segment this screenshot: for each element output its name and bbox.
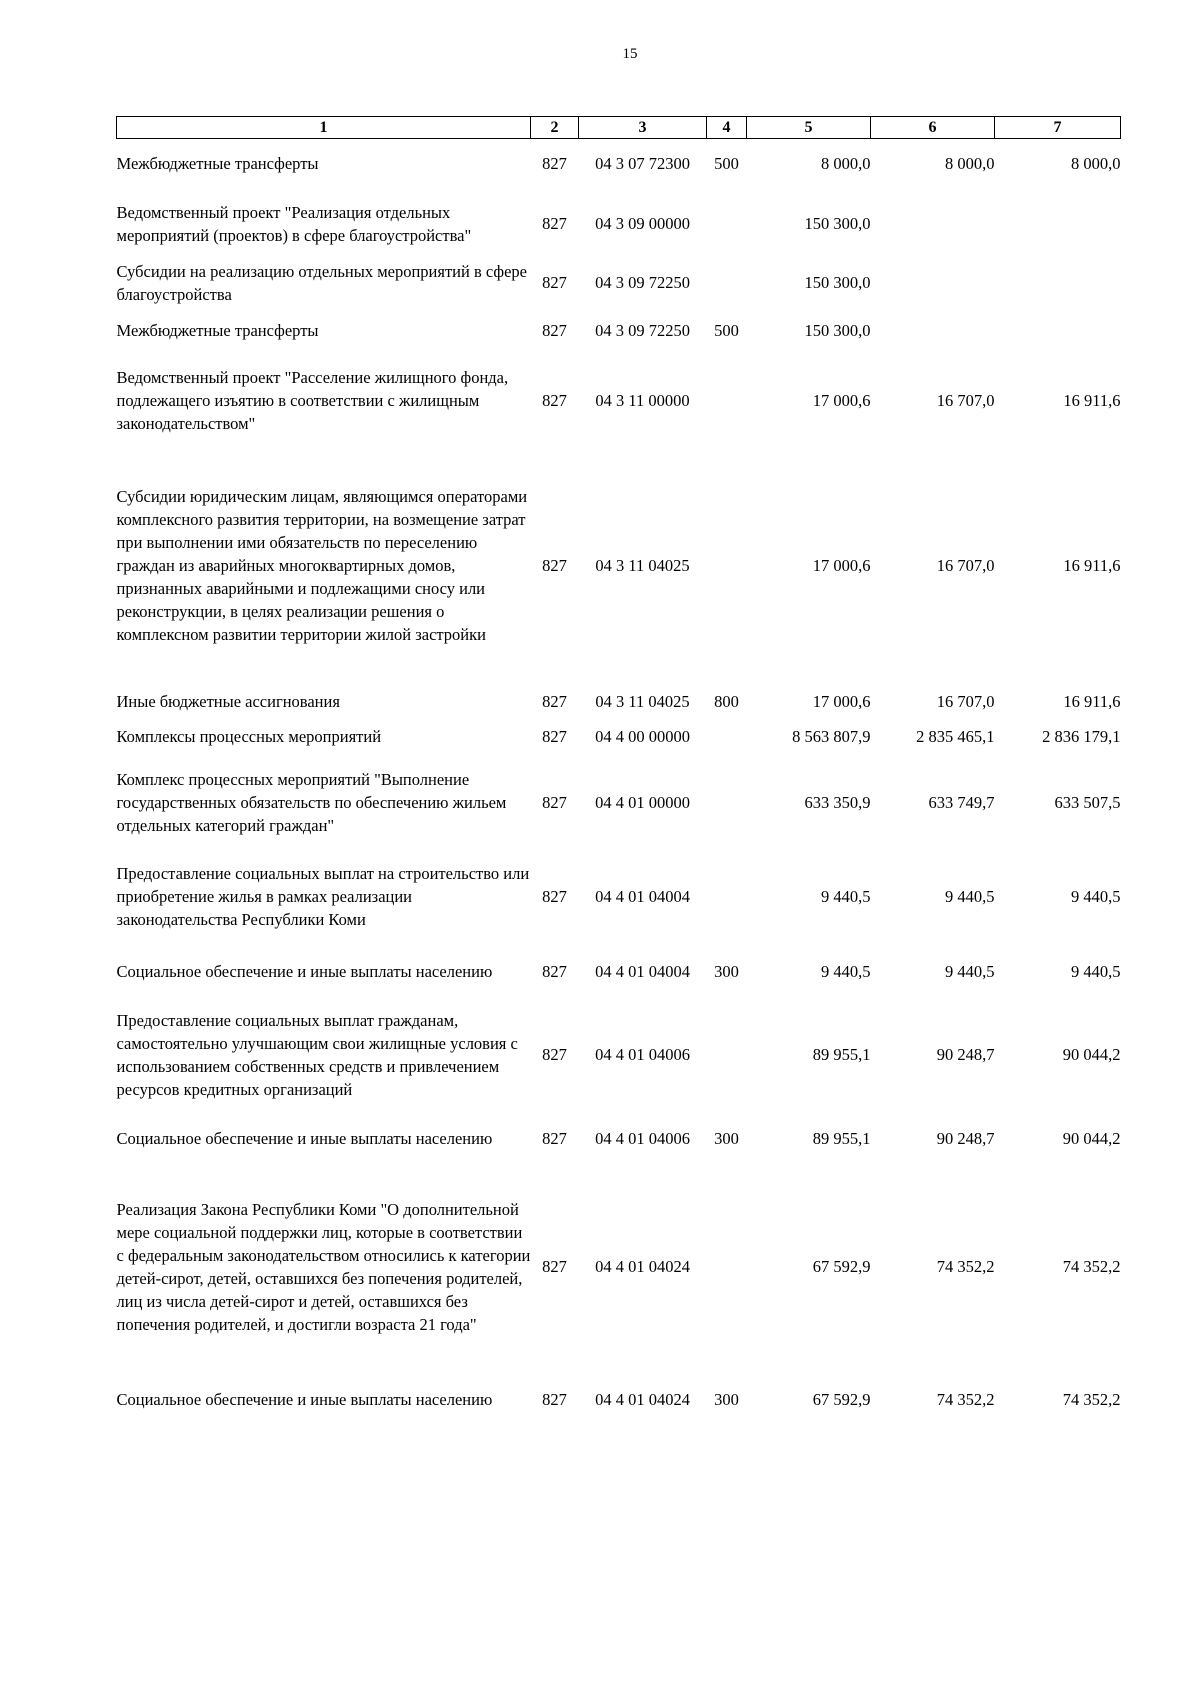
cell-amount-col-6: 16 707,0 [936,692,995,711]
cell-name: Межбюджетные трансферты [116,321,319,340]
cell-amount-col-6: 74 352,2 [936,1390,995,1409]
table-row [117,943,1121,1001]
cell-expense-type: 800 [714,692,739,711]
cell-name: Иные бюджетные ассигнования [116,692,340,711]
cell-admin-code: 827 [542,321,567,340]
cell-expense-type: 500 [714,321,739,340]
cell-name: Предоставление социальных выплат на строительство или приобретение жилья в рамках реализации законодательства Республики Коми [116,864,530,929]
cell-expense-type: 300 [714,1129,739,1148]
cell-name: Ведомственный проект "Расселение жилищного фонда, подлежащего изъятию в соответствии с жилищным законодательством" [116,368,509,433]
header-col-6: 6 [871,117,995,139]
cell-admin-code: 827 [542,273,567,292]
cell-amount-col-5: 8 000,0 [821,154,871,174]
cell-target-code: 04 4 01 00000 [595,793,690,812]
cell-target-code: 04 4 01 04024 [595,1257,690,1276]
cell-amount-col-5: 150 300,0 [804,321,871,340]
cell-amount-col-5: 150 300,0 [804,214,871,233]
cell-target-code: 04 3 07 72300 [595,154,690,174]
cell-amount-col-7: 9 440,5 [1071,887,1121,906]
cell-admin-code: 827 [542,214,567,233]
cell-name: Комплексы процессных мероприятий [116,727,382,746]
cell-expense-type [707,355,747,447]
cell-target-code: 04 4 01 04004 [595,962,690,981]
cell-amount-col-6: 9 440,5 [945,887,995,906]
cell-amount-col-6: 90 248,7 [936,1129,995,1148]
cell-name: Субсидии на реализацию отдельных мероприятий в сфере благоустройства [116,261,527,304]
cell-name: Социальное обеспечение и иные выплаты населению [116,1390,493,1409]
header-row [117,117,1121,139]
cell-amount-col-5: 67 592,9 [812,1257,871,1276]
cell-name: Предоставление социальных выплат гражданам, самостоятельно улучшающим свои жилищные условия с использованием собственных средств и привлечением ресурсов кредитных организаций [116,1010,518,1099]
cell-admin-code: 827 [542,692,567,711]
cell-amount-col-7: 16 911,6 [1063,556,1121,575]
cell-expense-type [707,851,747,943]
cell-admin-code: 827 [542,887,567,906]
cell-target-code: 04 3 11 04025 [595,556,690,575]
cell-amount-col-5: 17 000,6 [812,692,871,711]
cell-target-code: 04 3 09 72250 [595,273,690,292]
cell-amount-col-5: 17 000,6 [812,556,871,575]
cell-expense-type: 300 [714,1390,739,1409]
cell-amount-col-7: 90 044,2 [1062,1129,1121,1148]
cell-admin-code: 827 [542,793,567,812]
table-row [117,355,1121,447]
cell-amount-col-7: 9 440,5 [1071,962,1121,981]
cell-amount-col-6: 8 000,0 [945,154,995,174]
cell-expense-type [707,189,747,259]
cell-admin-code: 827 [542,556,567,575]
cell-name: Социальное обеспечение и иные выплаты населению [116,962,493,981]
cell-name: Межбюджетные трансферты [116,154,319,174]
cell-expense-type: 300 [714,962,739,981]
cell-admin-code: 827 [542,1129,567,1148]
budget-table [116,116,1121,1435]
table-row [117,1169,1121,1365]
table-row [117,1001,1121,1109]
cell-expense-type [707,755,747,851]
header-col-3: 3 [579,117,707,139]
cell-target-code: 04 4 01 04024 [595,1390,690,1409]
cell-amount-col-7: 74 352,2 [1062,1390,1121,1409]
table-row [117,1109,1121,1169]
page-number: 15 [622,46,638,62]
table-row [117,685,1121,719]
cell-amount-col-7 [995,189,1121,259]
cell-target-code: 04 4 01 04004 [595,887,690,906]
cell-target-code: 04 3 11 04025 [595,692,690,711]
cell-amount-col-5: 17 000,6 [812,391,871,410]
cell-expense-type: 500 [714,154,739,174]
cell-amount-col-7: 633 507,5 [1054,793,1121,812]
cell-amount-col-7: 2 836 179,1 [1042,727,1121,746]
cell-amount-col-7: 90 044,2 [1062,1045,1121,1064]
table-body [117,139,1121,1435]
cell-target-code: 04 3 09 72250 [595,321,690,340]
cell-name: Реализация Закона Республики Коми "О дополнительной мере социальной поддержки лиц, которые в соответствии с федеральным законодательством относились к категории детей-сирот, детей, оставшихся без попечения родителей, лиц из числа детей-сирот и детей, оставшихся без попечения родителей, и достигли возраста 21 года" [116,1199,531,1334]
cell-admin-code: 827 [542,727,567,746]
cell-expense-type [707,447,747,685]
cell-amount-col-7 [995,307,1121,355]
table-row [117,189,1121,259]
header-col-1: 1 [117,117,531,139]
cell-name: Ведомственный проект "Реализация отдельных мероприятий (проектов) в сфере благоустройства" [116,202,472,245]
cell-amount-col-6: 2 835 465,1 [916,727,995,746]
header-col-4: 4 [707,117,747,139]
cell-amount-col-6: 74 352,2 [936,1257,995,1276]
cell-amount-col-5: 67 592,9 [812,1390,871,1409]
cell-admin-code: 827 [542,154,567,174]
cell-name: Комплекс процессных мероприятий "Выполнение государственных обязательств по обеспечению жильем отдельных категорий граждан" [116,770,507,835]
header-col-5: 5 [747,117,871,139]
table-row [117,307,1121,355]
cell-amount-col-7: 8 000,0 [1071,154,1121,174]
cell-target-code: 04 3 09 00000 [595,214,690,233]
table-row [117,447,1121,685]
cell-amount-col-6 [871,259,995,307]
cell-expense-type [707,259,747,307]
cell-name: Социальное обеспечение и иные выплаты населению [116,1129,493,1148]
cell-target-code: 04 3 11 00000 [595,391,690,410]
cell-target-code: 04 4 01 04006 [595,1045,690,1064]
cell-amount-col-6: 90 248,7 [936,1045,995,1064]
cell-amount-col-5: 150 300,0 [804,273,871,292]
table-row [117,755,1121,851]
cell-amount-col-5: 89 955,1 [812,1129,871,1148]
cell-amount-col-7: 16 911,6 [1063,391,1121,410]
table-row [117,259,1121,307]
cell-amount-col-7: 74 352,2 [1062,1257,1121,1276]
cell-expense-type [707,1001,747,1109]
cell-amount-col-6: 16 707,0 [936,556,995,575]
cell-target-code: 04 4 01 04006 [595,1129,690,1148]
cell-admin-code: 827 [542,1390,567,1409]
cell-target-code: 04 4 00 00000 [595,727,690,746]
table-row [117,719,1121,755]
cell-amount-col-6 [871,307,995,355]
cell-admin-code: 827 [542,1257,567,1276]
cell-amount-col-5: 89 955,1 [812,1045,871,1064]
cell-amount-col-6: 16 707,0 [936,391,995,410]
table-header [117,117,1121,139]
table-row [117,851,1121,943]
cell-amount-col-5: 633 350,9 [804,793,871,812]
cell-expense-type [707,1169,747,1365]
cell-expense-type [707,719,747,755]
cell-amount-col-6: 633 749,7 [928,793,995,812]
cell-admin-code: 827 [542,962,567,981]
cell-admin-code: 827 [542,1045,567,1064]
cell-name: Субсидии юридическим лицам, являющимся операторами комплексного развития территории, на возмещение затрат при выполнении ими обязательств по переселению граждан из аварийных многоквартирных домов, признанных аварийными и подлежащими сносу или реконструкции, в целях реализации решения о комплексном развитии территории жилой застройки [116,487,528,644]
cell-amount-col-7 [995,259,1121,307]
cell-amount-col-5: 9 440,5 [821,962,871,981]
header-col-2: 2 [531,117,579,139]
cell-amount-col-5: 9 440,5 [821,887,871,906]
table-row [117,139,1121,189]
cell-admin-code: 827 [542,391,567,410]
cell-amount-col-6: 9 440,5 [945,962,995,981]
cell-amount-col-5: 8 563 807,9 [792,727,871,746]
cell-amount-col-7: 16 911,6 [1063,692,1121,711]
table-row [117,1365,1121,1435]
cell-amount-col-6 [871,189,995,259]
header-col-7: 7 [995,117,1121,139]
